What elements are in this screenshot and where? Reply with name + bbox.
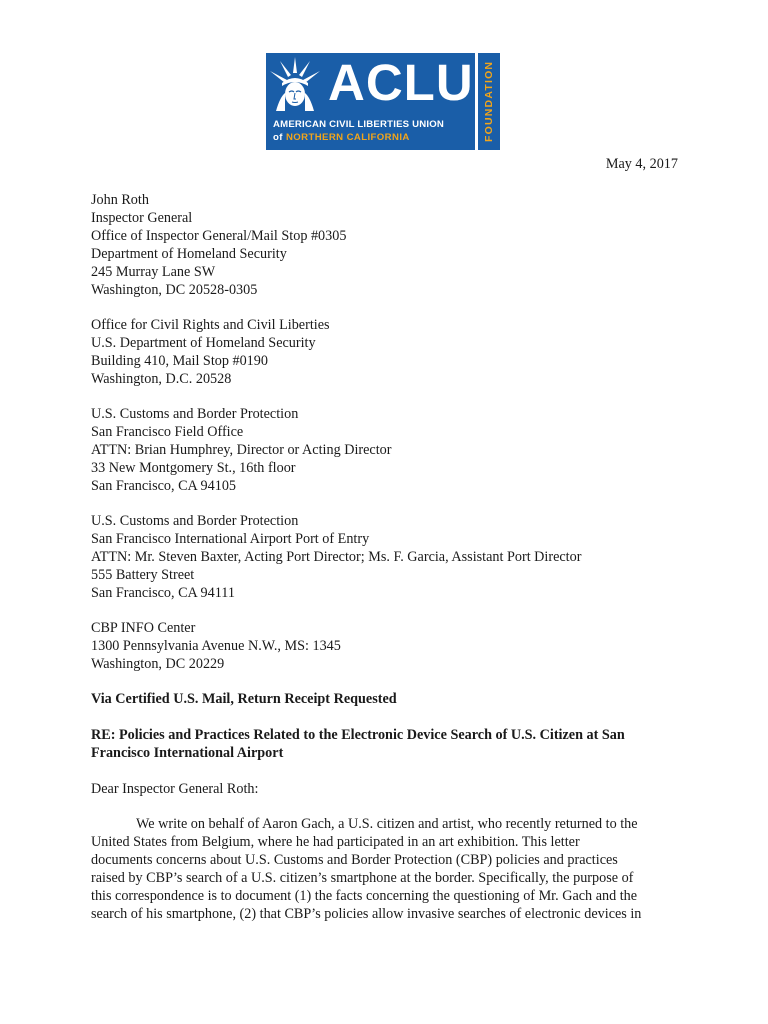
body-line: We write on behalf of Aaron Gach, a U.S. citizen and artist, who recently returned to the — [136, 816, 638, 832]
body-line: this correspondence is to document (1) the facts concerning the questioning of Mr. Gach and the — [91, 887, 638, 904]
letter-date: May 4, 2017 — [605, 156, 678, 172]
address-line: Building 410, Mail Stop #0190 — [91, 352, 268, 369]
address-line: Department of Homeland Security — [91, 245, 287, 262]
body-paragraph — [91, 816, 681, 923]
address-line: San Francisco Field Office — [91, 423, 244, 440]
address-line: U.S. Department of Homeland Security — [91, 334, 316, 351]
logo-region-of: of — [273, 132, 283, 143]
subject-line — [91, 727, 691, 763]
address-line: Washington, D.C. 20528 — [91, 370, 232, 387]
logo-region-name: NORTHERN CALIFORNIA — [285, 132, 410, 143]
address-line: Washington, DC 20528-0305 — [91, 281, 258, 298]
logo-org-name: AMERICAN CIVIL LIBERTIES UNION — [273, 119, 445, 130]
logo-main-panel — [266, 53, 475, 150]
salutation — [91, 781, 691, 799]
delivery-line: Via Certified U.S. Mail, Return Receipt Requested — [91, 691, 397, 707]
recipient-block-1 — [91, 192, 691, 299]
address-line: ATTN: Brian Humphrey, Director or Acting Director — [91, 441, 392, 458]
address-line: John Roth — [91, 192, 149, 208]
recipient-block-3 — [91, 406, 691, 496]
logo-region — [273, 132, 473, 143]
body-line: United States from Belgium, where he had participated in an art exhibition. This letter — [91, 833, 580, 850]
address-line: San Francisco International Airport Port of Entry — [91, 530, 370, 547]
logo-wordmark: ACLU — [328, 54, 474, 111]
logo-divider — [266, 113, 475, 114]
address-line: Inspector General — [91, 209, 193, 226]
address-line: Office for Civil Rights and Civil Liberties — [91, 317, 330, 333]
address-line: 1300 Pennsylvania Avenue N.W., MS: 1345 — [91, 637, 341, 654]
recipient-block-2 — [91, 317, 691, 389]
address-line: 555 Battery Street — [91, 566, 195, 583]
address-line: San Francisco, CA 94111 — [91, 584, 235, 601]
subject-line-text: RE: Policies and Practices Related to the Electronic Device Search of U.S. Citizen at San — [91, 727, 625, 743]
address-line: San Francisco, CA 94105 — [91, 477, 237, 494]
address-line: Office of Inspector General/Mail Stop #0305 — [91, 227, 347, 244]
address-line: 245 Murray Lane SW — [91, 263, 216, 280]
body-line: search of his smartphone, (2) that CBP’s policies allow invasive searches of electronic devices in — [91, 905, 642, 922]
address-line: U.S. Customs and Border Protection — [91, 513, 299, 529]
address-line: Washington, DC 20229 — [91, 655, 225, 672]
recipient-block-5 — [91, 620, 691, 674]
salutation-text: Dear Inspector General Roth: — [91, 781, 259, 797]
body-line: raised by CBP’s search of a U.S. citizen’s smartphone at the border. Specifically, the purpose of — [91, 869, 634, 886]
delivery-method — [91, 691, 691, 709]
logo-foundation-text: FOUNDATION — [483, 60, 495, 143]
subject-line-text: Francisco International Airport — [91, 744, 284, 761]
body-line: documents concerns about U.S. Customs and Border Protection (CBP) policies and practices — [91, 851, 618, 868]
recipient-block-4 — [91, 513, 691, 603]
aclu-foundation-logo — [266, 53, 500, 150]
address-line: ATTN: Mr. Steven Baxter, Acting Port Director; Ms. F. Garcia, Assistant Port Director — [91, 548, 582, 565]
statue-of-liberty-icon — [266, 53, 324, 111]
logo-side-panel — [478, 53, 500, 150]
address-line: 33 New Montgomery St., 16th floor — [91, 459, 296, 476]
address-line: CBP INFO Center — [91, 620, 196, 636]
address-line: U.S. Customs and Border Protection — [91, 406, 299, 422]
